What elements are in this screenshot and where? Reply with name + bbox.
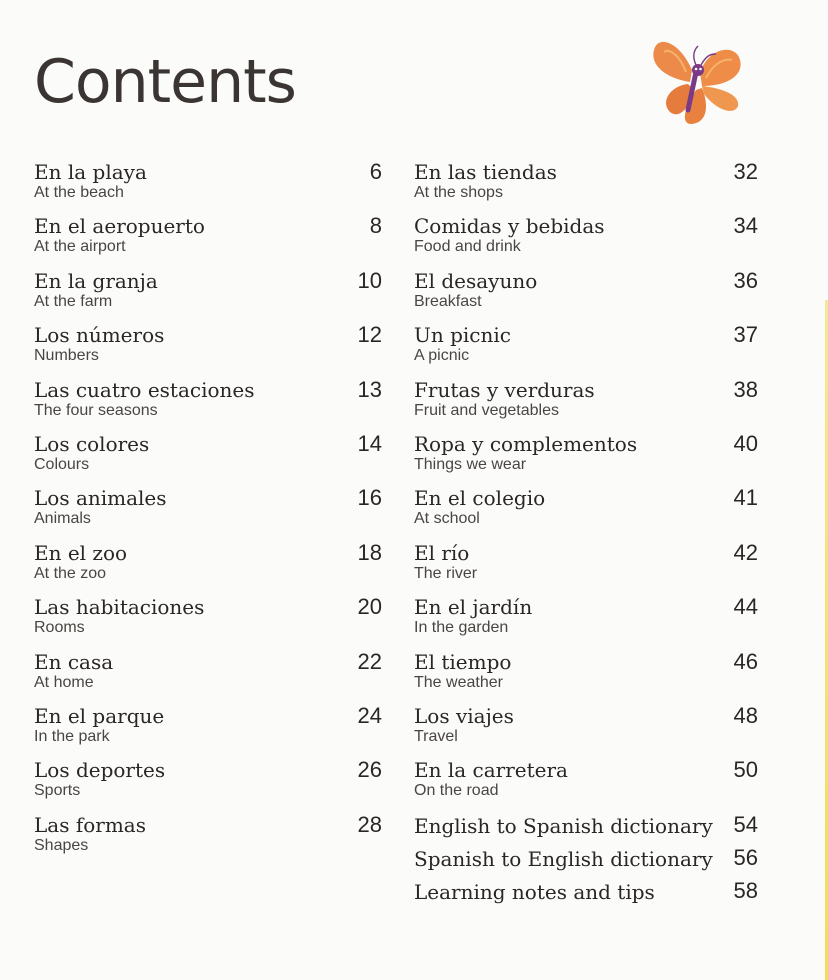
english-title: Food and drink <box>414 238 521 256</box>
page-number: 26 <box>357 757 382 783</box>
toc-entry[interactable] <box>414 323 764 377</box>
toc-entry[interactable] <box>414 269 764 323</box>
toc-entry[interactable] <box>414 541 764 595</box>
page-number: 36 <box>733 267 758 293</box>
page-number: 41 <box>733 485 758 511</box>
spanish-title: En el parque <box>34 703 165 728</box>
section-title: Learning notes and tips <box>414 879 655 904</box>
english-title: Things we wear <box>414 455 527 473</box>
page-number: 18 <box>357 539 382 565</box>
page-number: 46 <box>733 648 758 674</box>
toc-entry[interactable] <box>414 432 764 486</box>
english-title: In the garden <box>414 619 509 637</box>
toc-entry[interactable] <box>34 813 384 867</box>
page-number: 32 <box>733 159 758 184</box>
toc-entry[interactable] <box>34 378 384 432</box>
english-title: Numbers <box>34 347 99 365</box>
english-title: Shapes <box>34 836 89 854</box>
page-number: 37 <box>733 322 758 348</box>
english-title: At the farm <box>34 292 113 310</box>
page-title: Contents <box>34 47 296 117</box>
english-title: At the shops <box>414 184 503 201</box>
page-number: 24 <box>357 702 382 728</box>
spanish-title: Los deportes <box>34 758 166 783</box>
spanish-title: Los colores <box>34 431 150 456</box>
spanish-title: Comidas y bebidas <box>414 214 605 239</box>
left-column <box>34 160 384 867</box>
page-number: 40 <box>733 430 758 456</box>
toc-dictionary-entry[interactable] <box>414 846 764 879</box>
page-number: 20 <box>357 594 382 620</box>
page-number: 6 <box>369 159 382 184</box>
page-number: 38 <box>733 376 758 402</box>
toc-entry[interactable] <box>414 486 764 540</box>
spanish-title: En casa <box>34 649 114 674</box>
page-number: 54 <box>733 811 758 837</box>
page-number: 58 <box>733 877 758 903</box>
page-number: 44 <box>733 594 758 620</box>
page-number: 28 <box>357 811 382 837</box>
spanish-title: En la playa <box>34 160 147 184</box>
toc-entry[interactable] <box>34 214 384 268</box>
spanish-title: En la carretera <box>414 758 568 783</box>
english-title: Rooms <box>34 619 85 637</box>
spanish-title: Un picnic <box>414 323 511 348</box>
english-title: Travel <box>414 727 458 745</box>
page-number: 14 <box>357 430 382 456</box>
spanish-title: En el jardín <box>414 595 533 620</box>
butterfly-icon <box>640 32 750 132</box>
page-number: 56 <box>733 844 758 870</box>
english-title: At the beach <box>34 184 124 201</box>
spanish-title: En el colegio <box>414 486 546 511</box>
spanish-title: Frutas y verduras <box>414 377 595 402</box>
toc-entry[interactable] <box>414 214 764 268</box>
toc-entry[interactable] <box>414 704 764 758</box>
toc-entry[interactable] <box>414 758 764 812</box>
english-title: At the airport <box>34 238 126 256</box>
page-number: 12 <box>357 322 382 348</box>
english-title: Fruit and vegetables <box>414 401 559 419</box>
toc-notes-entry[interactable] <box>414 879 764 912</box>
toc-entry[interactable] <box>34 704 384 758</box>
toc-entry[interactable] <box>34 323 384 377</box>
toc-entry[interactable] <box>414 650 764 704</box>
toc-entry[interactable] <box>34 160 384 214</box>
spanish-title: El desayuno <box>414 268 538 293</box>
page-number: 13 <box>357 376 382 402</box>
spanish-title: Las cuatro estaciones <box>34 377 255 402</box>
page-number: 50 <box>733 757 758 783</box>
spanish-title: Los animales <box>34 486 167 511</box>
toc-entry[interactable] <box>414 378 764 432</box>
page-number: 48 <box>733 702 758 728</box>
spanish-title: Las formas <box>34 812 146 837</box>
english-title: The river <box>414 564 478 582</box>
english-title: In the park <box>34 727 110 745</box>
toc-entry[interactable] <box>34 650 384 704</box>
english-title: At the zoo <box>34 564 107 582</box>
toc-dictionary-entry[interactable] <box>414 813 764 846</box>
toc-entry[interactable] <box>34 269 384 323</box>
english-title: Breakfast <box>414 292 482 310</box>
page-number: 42 <box>733 539 758 565</box>
toc-entry[interactable] <box>414 160 764 214</box>
spanish-title: En el aeropuerto <box>34 214 205 239</box>
toc-entry[interactable] <box>34 486 384 540</box>
toc-entry[interactable] <box>34 541 384 595</box>
toc-entry[interactable] <box>34 595 384 649</box>
spanish-title: Los viajes <box>414 703 514 728</box>
right-column <box>414 160 764 912</box>
english-title: Colours <box>34 455 90 473</box>
english-title: Animals <box>34 510 91 528</box>
page-number: 16 <box>357 485 382 511</box>
page-number: 22 <box>357 648 382 674</box>
spanish-title: En el zoo <box>34 540 128 565</box>
toc-entry[interactable] <box>414 595 764 649</box>
spanish-title: Las habitaciones <box>34 595 205 620</box>
spanish-title: El tiempo <box>414 649 512 674</box>
toc-entry[interactable] <box>34 432 384 486</box>
spanish-title: Ropa y complementos <box>414 431 638 456</box>
spanish-title: En las tiendas <box>414 160 557 184</box>
english-title: On the road <box>414 782 499 800</box>
english-title: Sports <box>34 782 81 800</box>
section-title: Spanish to English dictionary <box>414 846 713 871</box>
toc-entry[interactable] <box>34 758 384 812</box>
english-title: A picnic <box>414 347 470 365</box>
english-title: The four seasons <box>34 401 158 419</box>
spanish-title: Los números <box>34 323 165 348</box>
english-title: The weather <box>414 673 503 691</box>
english-title: At school <box>414 510 480 528</box>
page-number: 8 <box>369 213 382 239</box>
section-title: English to Spanish dictionary <box>414 813 713 838</box>
page-number: 10 <box>357 267 382 293</box>
spanish-title: El río <box>414 540 470 565</box>
english-title: At home <box>34 673 94 691</box>
page-number: 34 <box>733 213 758 239</box>
spanish-title: En la granja <box>34 268 158 293</box>
